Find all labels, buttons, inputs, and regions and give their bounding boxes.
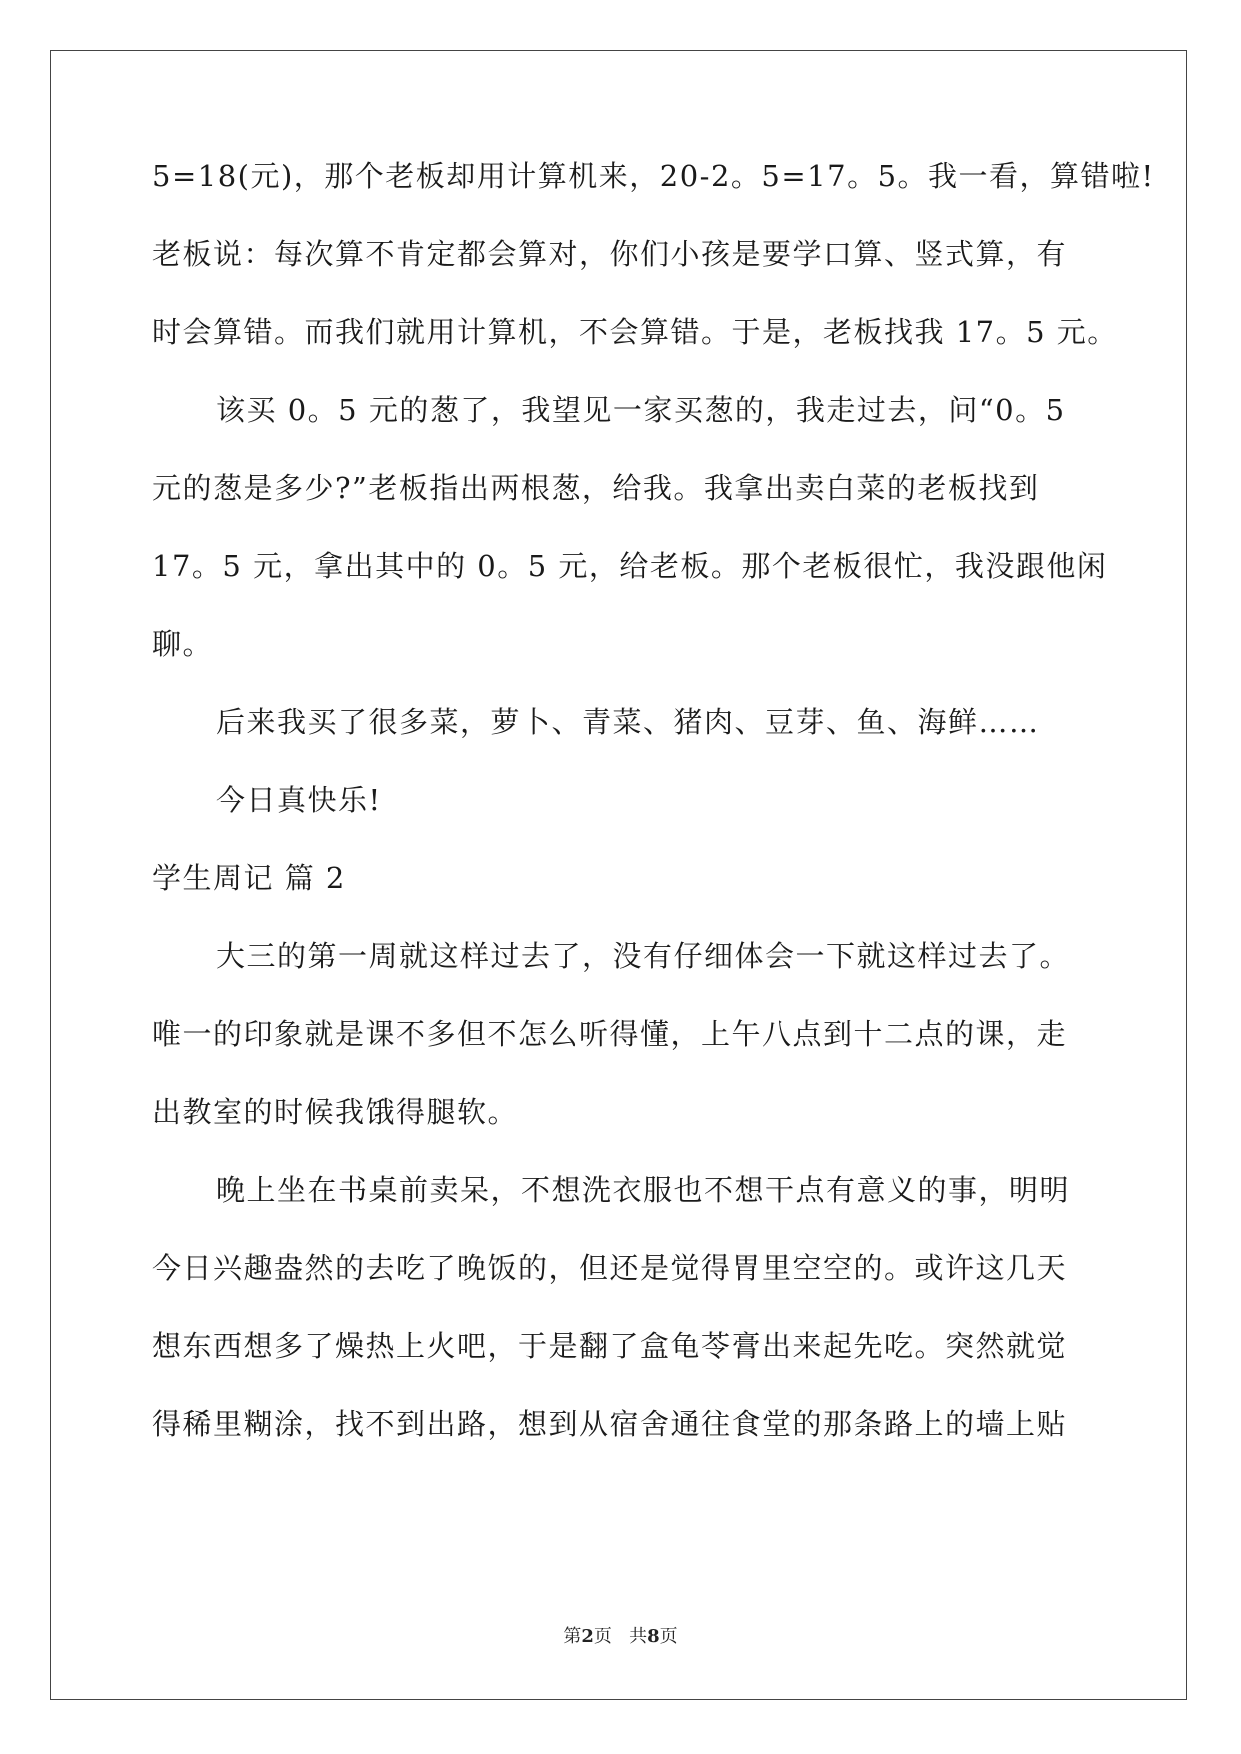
text-line: 唯一的印象就是课不多但不怎么听得懂，上午八点到十二点的课，走: [152, 1017, 1068, 1051]
paragraph-start-line: 大三的第一周就这样过去了，没有仔细体会一下就这样过去了。: [216, 939, 1071, 973]
section-heading: 学生周记 篇 2: [152, 861, 346, 895]
page-total: 8: [647, 1626, 660, 1647]
text-line: 17。5 元，拿出其中的 0。5 元，给老板。那个老板很忙，我没跟他闲: [152, 549, 1108, 583]
paragraph-start-line: 后来我买了很多菜，萝卜、青菜、猪肉、豆芽、鱼、海鲜……: [216, 705, 1040, 739]
page-unit: 页: [593, 1626, 612, 1647]
paragraph-start-line: 晚上坐在书桌前卖呆，不想洗衣服也不想干点有意义的事，明明: [216, 1173, 1071, 1207]
page-footer: [0, 1622, 1241, 1648]
text-line: 出教室的时候我饿得腿软。: [152, 1095, 519, 1129]
text-line: 得稀里糊涂，找不到出路，想到从宿舍通往食堂的那条路上的墙上贴: [152, 1407, 1068, 1441]
text-line: 聊。: [152, 627, 214, 661]
page-current: 2: [581, 1626, 594, 1647]
paragraph-start-line: 今日真快乐!: [216, 783, 382, 817]
total-prefix: 共: [629, 1626, 648, 1647]
text-line: 想东西想多了燥热上火吧，于是翻了盒龟苓膏出来起先吃。突然就觉: [152, 1329, 1068, 1363]
paragraph-start-line: 该买 0。5 元的葱了，我望见一家买葱的，我走过去，问“0。5: [216, 393, 1066, 427]
document-body: [152, 158, 1155, 1484]
page-prefix: 第: [563, 1626, 582, 1647]
text-line: 5=18(元)，那个老板却用计算机来，20-2。5=17。5。我一看，算错啦!: [152, 159, 1155, 193]
text-line: 元的葱是多少?”老板指出两根葱，给我。我拿出卖白菜的老板找到: [152, 471, 1040, 505]
text-line: 今日兴趣盎然的去吃了晚饭的，但还是觉得胃里空空的。或许这几天: [152, 1251, 1068, 1285]
total-unit: 页: [659, 1626, 678, 1647]
text-line: 时会算错。而我们就用计算机，不会算错。于是，老板找我 17。5 元。: [152, 315, 1118, 349]
text-line: 老板说：每次算不肯定都会算对，你们小孩是要学口算、竖式算，有: [152, 237, 1068, 271]
